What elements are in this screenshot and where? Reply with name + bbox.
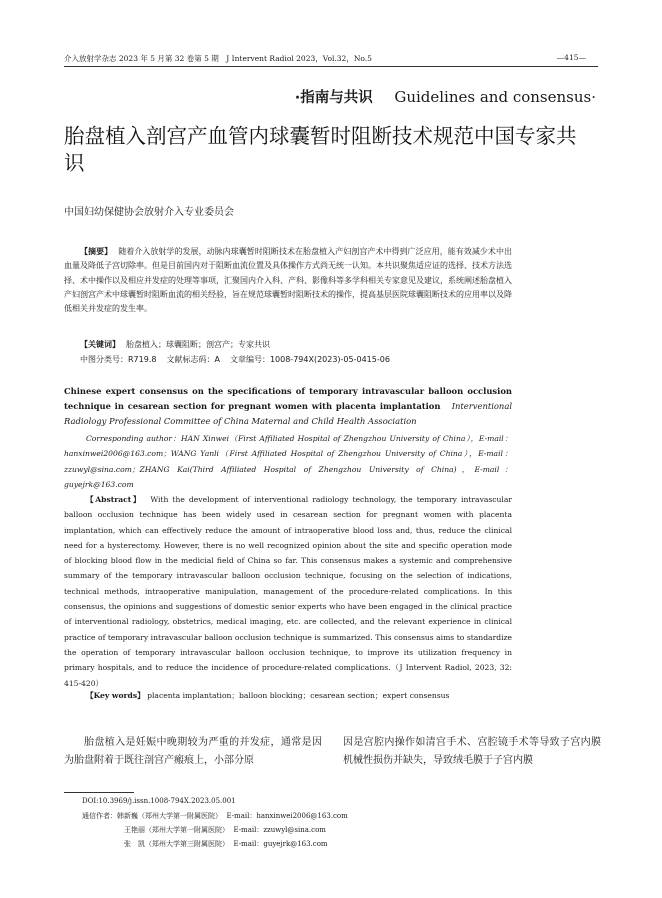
section-label-cn: ·指南与共识 xyxy=(294,90,373,106)
footnote-author-email: E-mail：hanxinwei2006@163.com xyxy=(226,812,348,820)
footnote-author-2 xyxy=(124,825,326,835)
footnote-author-email: E-mail：zzuwyl@sina.com xyxy=(233,826,326,834)
abstract-en-label: 【Abstract】 xyxy=(86,495,143,504)
english-title-text: Chinese expert consensus on the specifications of temporary intravascular balloon occlusion technique in cesarean section for pregnant women with placenta implantation xyxy=(64,386,512,411)
keywords-en-text: placenta implantation；balloon blocking；cesarean section；expert consensus xyxy=(147,691,450,700)
footnote-rule xyxy=(64,792,134,793)
clc-number: 中图分类号：R719.8 xyxy=(80,355,157,364)
footnote-author-name: 王艳丽（郑州大学第一附属医院） xyxy=(124,826,229,834)
abstract-cn xyxy=(64,245,512,316)
english-affiliation: Interventional Radiology Professional Committee of China Maternal and Child Health Association xyxy=(64,401,512,426)
keywords-en-label: 【Key words】 xyxy=(86,691,145,700)
classification-line xyxy=(80,354,400,365)
footnote-author-3 xyxy=(124,839,328,849)
abstract-cn-label: 【摘要】 xyxy=(80,247,113,256)
footnote-author-email: E-mail：guyejrk@163.com xyxy=(233,840,328,848)
page-number: —415— xyxy=(556,53,586,62)
footnote-author-name: 韩新巍（郑州大学第一附属医院） xyxy=(117,812,222,820)
section-label xyxy=(295,86,596,107)
document-code: 文献标志码：A xyxy=(166,355,220,364)
abstract-en-text: With the development of interventional radiology technology, the temporary intravascular balloon occlusion technique has been widely used in cesarean section for pregnant women with placenta implantation, which can effectively reduce the amount of intraoperative blood loss and, thus, reduce the clinical need for a hysterectomy. However, there is no well recognized opinion about the site and specific operation mode of blocking blood flow in the medicial field of China so far. This consensus makes a systemic and comprehensive summary of the temporary intravascular balloon occlusion technique, focusing on the selection of indications, technical methods, intraoperative manipulation, management of the procedure-related complications. In this consensus, the opinions and suggestions of domestic senior experts who have been engaged in the clinical practice of interventional radiology, obstetrics, medical imaging, etc. are collected, and the relevant experience in clinical practice of temporary intravascular balloon occlusion technique is summarized. This consensus aims to standardize the operation of temporary intravascular balloon occlusion technique, to improve its utilization frequency in primary hospitals, and to reduce the incidence of procedure-related complications.（J Intervent Radiol, 2023, 32: 415-420） xyxy=(64,495,513,688)
body-column-right: 因是宫腔内操作如清宫手术、宫腔镜手术等导致子宫内膜机械性损伤并缺失，导致绒毛膜于子宫内膜 xyxy=(343,737,601,766)
doi: DOI:10.3969/j.issn.1008-794X.2023.05.001 xyxy=(82,797,236,805)
section-label-en: Guidelines and consensus· xyxy=(394,88,596,106)
corresponding-authors-en: Corresponding author：HAN Xinwei（First Affiliated Hospital of Zhengzhou University of China），E-mail：hanxinwei2006@163.com；WANG Yanli（First Affiliated Hospital of Zhengzhou University of China），E-mail：zzuwyl@sina.com；ZHANG Kai(Third Affiliated Hospital of Zhengzhou University of China)，E-mail：guyejrk@163.com xyxy=(64,434,512,489)
keywords-cn-text: 胎盘植入；球囊阻断；剖宫产；专家共识 xyxy=(126,340,270,349)
author-group: 中国妇幼保健协会放射介入专业委员会 xyxy=(64,207,234,218)
keywords-cn-label: 【关键词】 xyxy=(80,340,120,349)
english-title xyxy=(64,384,512,429)
keywords-en xyxy=(86,690,449,701)
abstract-en xyxy=(64,492,512,691)
footnote-author-name: 张 凯（郑州大学第三附属医院） xyxy=(124,840,229,848)
header-rule xyxy=(64,66,598,67)
running-header: 介入放射学杂志 2023 年 5 月第 32 卷第 5 期 J Intervent Radiol 2023，Vol.32，No.5 xyxy=(64,54,372,63)
keywords-cn xyxy=(80,339,270,350)
abstract-cn-text: 随着介入放射学的发展，动脉内球囊暂时阻断技术在胎盘植入产妇剖宫产术中得到广泛应用，能有效减少术中出血量及降低子宫切除率。但是目前国内对于阻断血流位置及具体操作方式尚无统一认知。本共识聚焦适应证的选择、技术方法选择、术中操作以及相应并发症的处理等事项，汇聚国内介入科、产科、影像科等多学科相关专家意见及建议，系统阐述胎盘植入产妇剖宫产术中球囊暂时阻断血流的相关经验，旨在规范球囊暂时阻断技术的操作，提高基层医院球囊阻断技术的应用率以及降低相关并发症的发生率。 xyxy=(64,247,513,314)
body-column-left: 胎盘植入是妊娠中晚期较为严重的并发症，通常是因为胎盘附着于既往剖宫产瘢痕上，小部分原 xyxy=(64,737,322,766)
footnote-author-1 xyxy=(82,811,348,821)
paper-title: 胎盘植入剖宫产血管内球囊暂时阻断技术规范中国专家共识 xyxy=(64,124,577,175)
footnote-label: 通信作者： xyxy=(82,812,117,820)
article-number: 文章编号：1008-794X(2023)-05-0415-06 xyxy=(229,355,390,364)
